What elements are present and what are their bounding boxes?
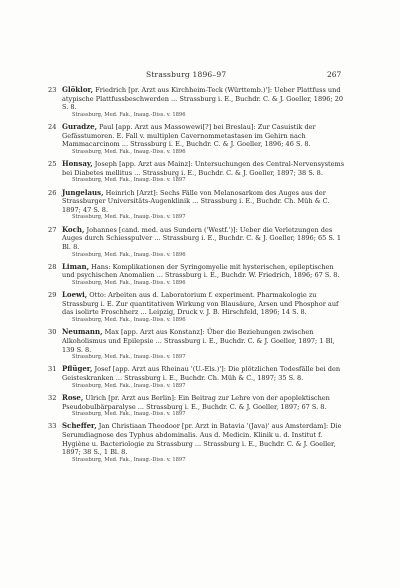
entry-list [48,86,348,468]
entry-number: 25 [48,160,57,169]
entry-text: Max [app. Arzt aus Konstanz]: Über die Beziehungen zwischen Alkoholismus und Epilepsie ... Strassburg i. E., Buchdr. C. & J. Goeller, 1897; 1 Bl, 139 S. 8. [62,328,335,354]
entry-source: Strassburg, Med. Fak., Inaug.-Diss. v. 1897 [72,411,186,418]
dissertation-entry [48,189,348,222]
entry-number: 23 [48,86,57,94]
page-header [0,70,400,82]
entry-source: Strassburg, Med. Fak., Inaug.-Diss. v. 1896 [72,317,186,324]
dissertation-entry [48,365,348,389]
entry-source: Strassburg, Med. Fak., Inaug.-Diss. v. 1896 [72,251,186,258]
entry-text: Josef [app. Arzt aus Rheinau '(U.-Els.)']: Die plötzlichen Todesfälle bei den Geisteskranken ... Strassburg i. E., Buchdr. Ch. Müh & C., 1897; 35 S. 8. [62,365,341,383]
entry-author: Rose, [62,392,84,402]
entry-source: Strassburg, Med. Fak., Inaug.-Diss. v. 1896 [72,148,186,155]
entry-number: 32 [48,393,57,402]
entry-author: Loewi, [62,290,88,300]
entry-author: Koch, [62,224,85,234]
entry-author: Guradze, [62,122,98,132]
entry-source: Strassburg, Med. Fak., Inaug.-Diss. v. 1897 [72,456,186,463]
entry-number: 26 [48,188,57,197]
dissertation-entry [48,422,348,463]
entry-number: 30 [48,328,57,337]
page-number: 267 [327,70,342,79]
dissertation-entry [48,291,348,324]
entry-source: Strassburg, Med. Fak., Inaug.-Diss. v. 1897 [72,382,186,389]
dissertation-entry [48,123,348,156]
entry-author: Liman, [62,261,90,271]
dissertation-entry [48,328,348,361]
entry-text: Paul [app. Arzt aus Massowewi[?] bei Breslau]: Zur Casuistik der Gefässtumoren. E. Fall v. multiplen Cavernommetastasen im Gehirn nach Mammacarcinom ... Strassburg i. E., Buchdr. C. & J. Goeller, 1896; 46 S. 8. [62,123,316,149]
entry-number: 27 [48,225,57,234]
dissertation-entry [48,226,348,259]
entry-source: Strassburg, Med. Fak., Inaug.-Diss. v. 1897 [72,177,186,184]
entry-author: Jungelaus, [62,187,104,197]
entry-text: Friedrich [pr. Arzt aus Kirchheim-Teck (Württemb.)']: Ueber Plattfuss und atypische Plattfussbeschwerden ... Strassburg i. E., Buchdr. C. & J. Goeller, 1896; 20 S. 8. [62,86,344,112]
entry-text: Johannes [cand. med. aus Sundern ('Westf.')]: Ueber die Verletzungen des Auges durch Schiesspulver ... Strassburg i. E., Buchdr. C. & J. Goeller, 1896; 65 S. 1 Bl. 8. [62,225,341,251]
entry-author: Pflüger, [62,364,93,374]
entry-author: Glöklor, [62,85,94,94]
entry-source: Strassburg, Med. Fak., Inaug.-Diss. v. 1896 [72,279,186,286]
entry-text: Jan Christiaan Theodoor [pr. Arzt in Batavia '(Java)' aus Amsterdam]: Die Serumdiagnose des Typhus abdominalis. Aus d. Medicin. Klinik u. d. Institut f. Hygiène u. Bacteriologie zu Strassburg ... Strassburg i. E., Buchdr. C. & J. Goeller, 1897; 38 S., 1 Bl. 8. [62,422,342,457]
entry-number: 24 [48,123,57,132]
entry-text: Joseph [app. Arzt aus Mainz]: Untersuchungen des Central-Nervensystems bei Diabetes mellitus ... Strassburg i. E., Buchdr. C. & J. Goeller, 1897; 38 S. 8. [62,160,345,177]
entry-number: 28 [48,262,57,271]
entry-source: Strassburg, Med. Fak., Inaug.-Diss. v. 1897 [72,354,186,361]
dissertation-entry [48,263,348,287]
entry-author: Scheffer, [62,421,97,431]
entry-text: Hans: Komplikationen der Syringomyelie mit hysterischen, epileptischen und psychischen Anomalien ... Strassburg i. E., Buchdr. W. Friedrich, 1896; 67 S. 8. [62,262,340,280]
entry-number: 29 [48,291,57,300]
dissertation-entry [48,160,348,184]
entry-text: Heinrich [Arzt]: Sechs Fälle von Melanosarkom des Auges aus der Strassburger Universitäts-Augenklinik ... Strassburg i. E., Buchdr. Ch. Müh & C. 1897; 47 S. 8. [62,188,330,214]
entry-number: 31 [48,365,57,374]
entry-source: Strassburg, Med. Fak., Inaug.-Diss. v. 1896 [72,111,186,118]
entry-author: Honsay, [62,159,93,169]
dissertation-entry [48,394,348,418]
entry-author: Neumann, [62,327,103,337]
entry-number: 33 [48,422,57,431]
dissertation-entry [48,86,348,119]
entry-text: Otto: Arbeiten aus d. Laboratorium f. experiment. Pharmakologie zu Strassburg i. E. Zur quantitativen Wirkung von Blausäure, Arsen und Phosphor auf das isolirte Froschherz ... Leipzig, Druck v. J. B. Hirschfeld, 1896; 14 S. 8. [62,291,339,317]
entry-source: Strassburg, Med. Fak., Inaug.-Diss. v. 1897 [72,214,186,221]
entry-text: Ulrich [pr. Arzt aus Berlin]: Ein Beitrag zur Lehre von der apoplektischen Pseudobulbärparalyse ... Strassburg i. E., Buchdr. C. & J. Goeller, 1897; 67 S. 8. [62,393,330,411]
running-title: Strassburg 1896–97 [146,70,227,79]
